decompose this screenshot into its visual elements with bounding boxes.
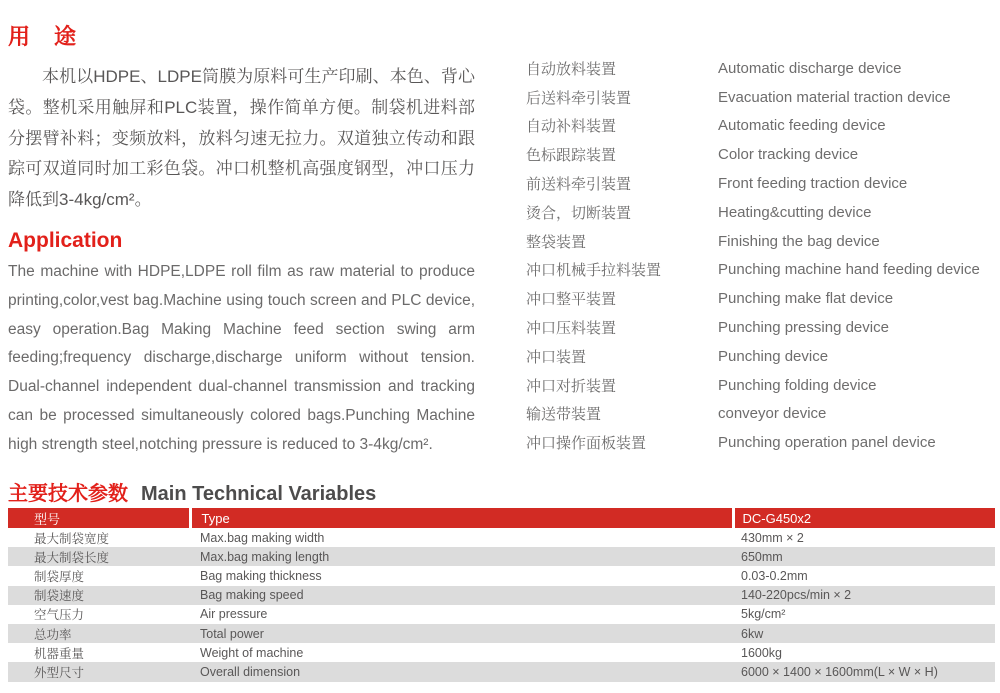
device-name-en: conveyor device	[718, 405, 827, 423]
device-row	[526, 169, 996, 198]
spec-value: 6kw	[741, 626, 764, 641]
usage-heading: 用 途	[8, 24, 78, 49]
device-name-en: Punching operation panel device	[718, 434, 936, 452]
spec-label-en: Max.bag making width	[200, 530, 325, 545]
device-name-en: Evacuation material traction device	[718, 88, 951, 106]
device-name-en: Heating&cutting device	[718, 203, 872, 221]
device-name-cn: 冲口整平装置	[526, 291, 617, 309]
device-row	[526, 256, 996, 285]
table-row	[8, 605, 995, 624]
usage-paragraph: 本机以HDPE、LDPE筒膜为原料可生产印刷、本色、背心袋。整机采用触屏和PLC装置，操作简单方便。制袋机进料部分摆臂补料；变频放料，放料匀速无拉力。双道独立传动和跟踪可双道同时加工彩色袋。冲口机整机高强度钢型，冲口压力降低到3-4kg/cm²。	[8, 67, 475, 210]
device-name-cn: 色标跟踪装置	[526, 147, 617, 165]
device-name-en: Punching device	[718, 347, 829, 365]
tech-heading-en: Main Technical Variables	[141, 483, 377, 505]
device-name-cn: 冲口机械手拉料装置	[526, 262, 662, 280]
spec-value: 140-220pcs/min × 2	[741, 588, 852, 603]
tech-section-heading	[8, 477, 376, 506]
spec-table	[8, 508, 995, 682]
device-row	[526, 400, 996, 429]
device-row	[526, 140, 996, 169]
table-row	[8, 662, 995, 681]
spec-value: 0.03-0.2mm	[741, 568, 808, 583]
device-name-en: Punching pressing device	[718, 319, 889, 337]
table-row	[8, 566, 995, 585]
device-name-en: Finishing the bag device	[718, 232, 880, 250]
device-row	[526, 284, 996, 313]
device-name-en: Punching folding device	[718, 376, 877, 394]
device-row	[526, 83, 996, 112]
spec-label-cn: 制袋速度	[34, 589, 85, 604]
spec-label-cn: 外型尺寸	[34, 665, 85, 680]
device-name-cn: 冲口操作面板装置	[526, 435, 647, 453]
device-row	[526, 112, 996, 141]
device-name-cn: 输送带装置	[526, 406, 602, 424]
application-heading: Application	[8, 228, 123, 252]
device-row	[526, 198, 996, 227]
spec-label-en: Weight of machine	[200, 645, 304, 660]
spec-label-en: Bag making thickness	[200, 568, 322, 583]
table-row	[8, 528, 995, 547]
spec-label-cn: 总功率	[34, 627, 72, 642]
device-name-cn: 自动放料装置	[526, 60, 617, 78]
device-name-en: Punching make flat device	[718, 290, 894, 308]
spec-table-header-row	[8, 508, 995, 528]
device-name-cn: 烫合，切断装置	[526, 204, 632, 222]
device-name-cn: 前送料牵引装置	[526, 176, 632, 194]
table-row	[8, 624, 995, 643]
table-row	[8, 586, 995, 605]
table-row	[8, 547, 995, 566]
spec-label-cn: 最大制袋长度	[34, 550, 110, 565]
spec-value: 650mm	[741, 549, 783, 564]
spec-label-cn: 机器重量	[34, 646, 85, 661]
table-row	[8, 643, 995, 662]
spec-header-type: Type	[190, 508, 733, 528]
tech-heading-cn: 主要技术参数	[8, 483, 128, 505]
spec-value: 6000 × 1400 × 1600mm(L × W × H)	[741, 664, 938, 679]
device-name-cn: 冲口压料装置	[526, 320, 617, 338]
spec-label-cn: 空气压力	[34, 608, 85, 623]
spec-header-model: 型号	[8, 508, 190, 528]
spec-value: 5kg/cm²	[741, 607, 786, 622]
device-row	[526, 371, 996, 400]
spec-header-model-number: DC-G450x2	[733, 508, 995, 528]
device-name-cn: 冲口装置	[526, 348, 587, 366]
device-name-cn: 后送料牵引装置	[526, 89, 632, 107]
device-name-en: Color tracking device	[718, 146, 859, 164]
device-name-en: Front feeding traction device	[718, 175, 908, 193]
spec-label-en: Air pressure	[200, 607, 268, 622]
device-name-cn: 冲口对折装置	[526, 377, 617, 395]
device-row	[526, 342, 996, 371]
device-name-cn: 整袋装置	[526, 233, 587, 251]
device-row	[526, 428, 996, 457]
spec-value: 430mm × 2	[741, 530, 804, 545]
spec-label-cn: 最大制袋宽度	[34, 531, 110, 546]
spec-label-en: Bag making speed	[200, 588, 304, 603]
device-name-en: Punching machine hand feeding device	[718, 261, 980, 279]
spec-label-en: Max.bag making length	[200, 549, 330, 564]
device-row	[526, 227, 996, 256]
device-name-cn: 自动补料装置	[526, 118, 617, 136]
spec-label-en: Overall dimension	[200, 664, 301, 679]
device-name-en: Automatic feeding device	[718, 117, 886, 135]
spec-label-cn: 制袋厚度	[34, 569, 85, 584]
spec-value: 1600kg	[741, 645, 783, 660]
device-name-en: Automatic discharge device	[718, 59, 902, 77]
spec-label-en: Total power	[200, 626, 264, 641]
application-paragraph: The machine with HDPE,LDPE roll film as raw material to produce printing,color,vest bag.Machine using touch screen and PLC device, easy operation.Bag Making Machine feed section swing arm feeding;frequency discharge,discharge uniform without tension. Dual-channel independent dual-channel transmission and tracking can be processed simultaneously colored bags.Punching Machine high strength steel,notching pressure is reduced to 3-4kg/cm².	[8, 262, 475, 453]
device-list	[526, 54, 996, 457]
device-row	[526, 54, 996, 83]
device-row	[526, 313, 996, 342]
left-column	[8, 20, 475, 460]
